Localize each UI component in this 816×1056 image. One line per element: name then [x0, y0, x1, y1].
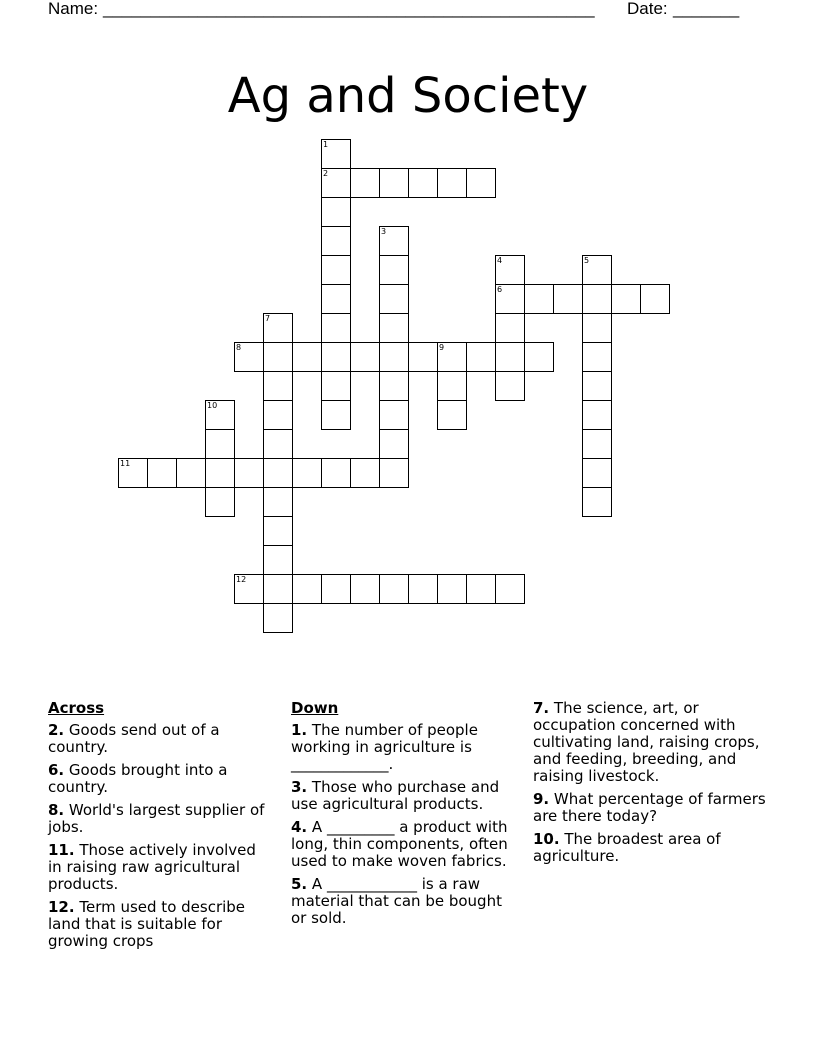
grid-cell[interactable] — [321, 197, 351, 227]
grid-cell[interactable] — [495, 284, 525, 314]
grid-cell[interactable] — [582, 371, 612, 401]
date-label: Date: — [627, 0, 668, 18]
grid-cell[interactable] — [437, 371, 467, 401]
grid-cell[interactable] — [118, 458, 148, 488]
grid-cell[interactable] — [582, 458, 612, 488]
clue-across-12: 12. Term used to describe land that is suitable for growing crops — [48, 898, 246, 950]
grid-cell[interactable] — [582, 429, 612, 459]
grid-cell[interactable] — [263, 400, 293, 430]
grid-cell[interactable] — [292, 342, 322, 372]
grid-cell[interactable] — [582, 313, 612, 343]
grid-cell[interactable] — [379, 574, 409, 604]
across-clues — [48, 700, 273, 956]
grid-cell[interactable] — [321, 284, 351, 314]
grid-cell[interactable] — [582, 255, 612, 285]
grid-cell[interactable] — [408, 574, 438, 604]
grid-cell[interactable] — [466, 342, 496, 372]
clue-number: 3 — [381, 227, 387, 236]
grid-cell[interactable] — [321, 168, 351, 198]
clue-down-7: 7. The science, art, or occupation concerned with cultivating land, raising crops, and feeding, breeding, and raising livestock. — [533, 699, 760, 785]
grid-cell[interactable] — [408, 342, 438, 372]
grid-cell[interactable] — [176, 458, 206, 488]
clue-down-1: 1. The number of people working in agriculture is _____________. — [291, 721, 478, 773]
grid-cell[interactable] — [263, 313, 293, 343]
down-clues-continued — [533, 700, 773, 871]
clue-across-6: 6. Goods brought into a country. — [48, 761, 228, 796]
grid-cell[interactable] — [524, 284, 554, 314]
clue-number: 12 — [236, 575, 247, 584]
grid-cell[interactable] — [263, 429, 293, 459]
grid-cell[interactable] — [321, 400, 351, 430]
grid-cell[interactable] — [437, 400, 467, 430]
clue-down-10: 10. The broadest area of agriculture. — [533, 830, 721, 865]
clue-down-5: 5. A ____________ is a raw material that can be bought or sold. — [291, 875, 502, 927]
grid-cell[interactable] — [379, 458, 409, 488]
clue-number: 11 — [120, 459, 131, 468]
grid-cell[interactable] — [437, 342, 467, 372]
grid-cell[interactable] — [408, 168, 438, 198]
clue-across-11: 11. Those actively involved in raising raw agricultural products. — [48, 841, 256, 893]
grid-cell[interactable] — [495, 255, 525, 285]
grid-cell[interactable] — [321, 574, 351, 604]
puzzle-title: Ag and Society — [227, 68, 589, 125]
grid-cell[interactable] — [495, 371, 525, 401]
grid-cell[interactable] — [234, 458, 264, 488]
clue-number: 5 — [584, 256, 590, 265]
grid-cell[interactable] — [640, 284, 670, 314]
grid-cell[interactable] — [495, 342, 525, 372]
name-blank: ____________________________________________________ — [103, 0, 595, 18]
grid-cell[interactable] — [379, 313, 409, 343]
grid-cell[interactable] — [147, 458, 177, 488]
grid-cell[interactable] — [495, 313, 525, 343]
grid-cell[interactable] — [379, 400, 409, 430]
grid-cell[interactable] — [379, 226, 409, 256]
grid-cell[interactable] — [437, 168, 467, 198]
down-heading: Down — [291, 699, 339, 717]
grid-cell[interactable] — [292, 458, 322, 488]
grid-cell[interactable] — [263, 574, 293, 604]
clue-number: 9 — [439, 343, 445, 352]
clue-down-4: 4. A _________ a product with long, thin components, often used to make woven fabrics. — [291, 818, 508, 870]
grid-cell[interactable] — [263, 342, 293, 372]
grid-cell[interactable] — [234, 574, 264, 604]
clue-number: 7 — [265, 314, 271, 323]
grid-cell[interactable] — [292, 574, 322, 604]
clue-number: 8 — [236, 343, 242, 352]
grid-cell[interactable] — [582, 400, 612, 430]
date-blank: _______ — [673, 0, 740, 18]
clue-across-2: 2. Goods send out of a country. — [48, 721, 220, 756]
grid-cell[interactable] — [321, 458, 351, 488]
clue-down-3: 3. Those who purchase and use agricultural products. — [291, 778, 500, 813]
clue-number: 1 — [323, 140, 329, 149]
grid-cell[interactable] — [263, 487, 293, 517]
grid-cell[interactable] — [582, 342, 612, 372]
grid-cell[interactable] — [263, 371, 293, 401]
grid-cell[interactable] — [321, 313, 351, 343]
grid-cell[interactable] — [379, 284, 409, 314]
grid-cell[interactable] — [524, 342, 554, 372]
clue-number: 10 — [207, 401, 218, 410]
grid-cell[interactable] — [350, 342, 380, 372]
grid-cell[interactable] — [437, 574, 467, 604]
grid-cell[interactable] — [263, 516, 293, 546]
grid-cell[interactable] — [263, 545, 293, 575]
clue-number: 6 — [497, 285, 503, 294]
clue-across-8: 8. World's largest supplier of jobs. — [48, 801, 265, 836]
grid-cell[interactable] — [321, 255, 351, 285]
grid-cell[interactable] — [379, 255, 409, 285]
grid-cell[interactable] — [350, 168, 380, 198]
clue-down-9: 9. What percentage of farmers are there today? — [533, 790, 766, 825]
grid-cell[interactable] — [495, 574, 525, 604]
name-label: Name: — [48, 0, 99, 18]
grid-cell[interactable] — [205, 400, 235, 430]
grid-cell[interactable] — [321, 371, 351, 401]
grid-cell[interactable] — [379, 342, 409, 372]
grid-cell[interactable] — [582, 487, 612, 517]
grid-cell[interactable] — [321, 342, 351, 372]
grid-cell[interactable] — [553, 284, 583, 314]
grid-cell[interactable] — [350, 458, 380, 488]
clue-number: 2 — [323, 169, 329, 178]
down-clues — [291, 700, 516, 933]
grid-cell[interactable] — [466, 168, 496, 198]
grid-cell[interactable] — [582, 284, 612, 314]
grid-cell[interactable] — [234, 342, 264, 372]
grid-cell[interactable] — [379, 168, 409, 198]
grid-cell[interactable] — [205, 429, 235, 459]
across-heading: Across — [48, 699, 105, 717]
grid-cell[interactable] — [350, 574, 380, 604]
grid-cell[interactable] — [466, 574, 496, 604]
grid-cell[interactable] — [321, 226, 351, 256]
grid-cell[interactable] — [205, 487, 235, 517]
grid-cell[interactable] — [321, 139, 351, 169]
clue-number: 4 — [497, 256, 503, 265]
grid-cell[interactable] — [263, 603, 293, 633]
grid-cell[interactable] — [379, 371, 409, 401]
grid-cell[interactable] — [205, 458, 235, 488]
grid-cell[interactable] — [379, 429, 409, 459]
grid-cell[interactable] — [263, 458, 293, 488]
grid-cell[interactable] — [611, 284, 641, 314]
